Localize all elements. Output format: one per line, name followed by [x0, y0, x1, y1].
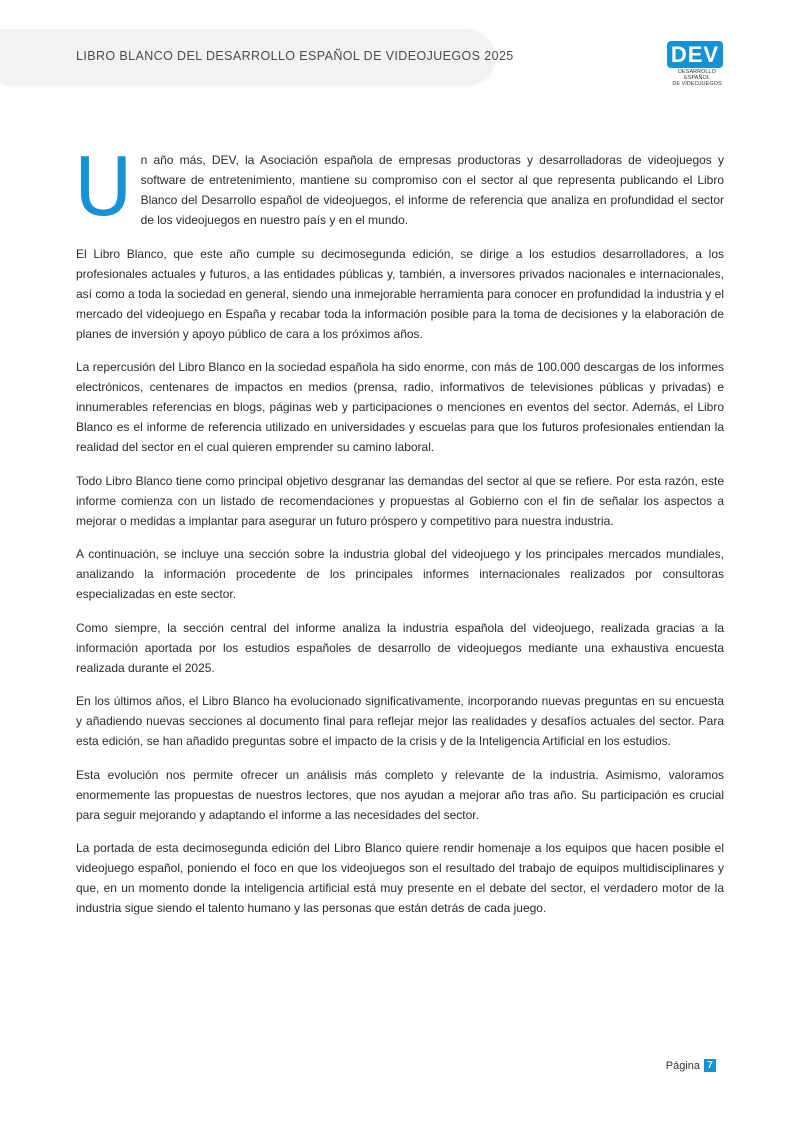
document-title: LIBRO BLANCO DEL DESARROLLO ESPAÑOL DE VIDEOJUEGOS 2025 — [76, 49, 514, 63]
page-number: 7 — [704, 1059, 716, 1072]
main-content — [74, 141, 724, 932]
page-footer — [666, 1059, 716, 1072]
paragraph: La portada de esta decimosegunda edición del Libro Blanco quiere rendir homenaje a los equipos que hacen posible el videojuego español, poniendo el foco en que los videojuegos son el resultado del trabajo de equipos multidisciplinares y que, en un momento donde la inteligencia artificial está muy presente en el debate del sector, el verdadero motor de la industria sigue siendo el talento humano y las personas que están detrás de cada juego. — [76, 841, 724, 915]
page-label: Página — [665, 1059, 700, 1072]
paragraph-intro: Un año más, DEV, la Asociación española de empresas productoras y desarrolladoras de videojuegos y software de entretenimiento, mantiene su compromiso con el sector al que representa publicando el Libro Blanco del Desarrollo español de videojuegos, el informe de referencia que analiza en profundidad el sector de los videojuegos en nuestro país y en el mundo. — [74, 141, 724, 234]
paragraph: El Libro Blanco, que este año cumple su decimosegunda edición, se dirige a los estudios desarrolladores, a los profesionales actuales y futuros, a las entidades públicas y, también, a inversores privados nacionales e internacionales, así como a toda la sociedad en general, siendo una inmejorable herramienta para conocer en profundidad la industria y el mercado del videojuego en España y recabar toda la información posible para la toma de decisiones y la elaboración de planes de inversión y apoyo público de cara a los próximos años. — [76, 246, 724, 341]
paragraph: La repercusión del Libro Blanco en la sociedad española ha sido enorme, con más de 100.000 descargas de los informes electrónicos, centenares de impactos en medios (prensa, radio, informativos de televisiones públicas y privadas) e innumerables referencias en blogs, páginas web y participaciones o menciones en eventos del sector. Además, el Libro Blanco es el informe de referencia utilizado en universidades y escuelas para que los futuros profesionales entiendan la realidad del sector en el cual quieren emprender su camino laboral. — [76, 360, 724, 454]
paragraph: Todo Libro Blanco tiene como principal objetivo desgranar las demandas del sector al que se refiere. Por esta razón, este informe comienza con un listado de recomendaciones y propuestas al Gobierno con el fin de señalar los aspectos a mejorar o medidas a implantar para asegurar un futuro próspero y competitivo para nuestra industria. — [76, 473, 724, 528]
paragraph: En los últimos años, el Libro Blanco ha evolucionado significativamente, incorporando nuevas preguntas en su encuesta y añadiendo nuevas secciones al documento final para reflejar mejor las realidades y desafíos actuales del sector. Para esta edición, se han añadido preguntas sobre el impacto de la crisis y de la Inteligencia Artificial en los estudios. — [76, 694, 724, 748]
paragraph: Esta evolución nos permite ofrecer un análisis más completo y relevante de la industria. Asimismo, valoramos enormemente las propuestas de nuestros lectores, que nos ayudan a mejorar año tras año. Su participación es crucial para seguir mejorando y adaptando el informe a las necesidades del sector. — [76, 767, 724, 822]
dev-logo — [667, 41, 725, 85]
logo-mark: DEV — [667, 41, 723, 68]
logo-subtitle: DESARROLLO ESPAÑOL DE VIDEOJUEGOS — [672, 69, 722, 87]
paragraph: Como siempre, la sección central del informe analiza la industria española del videojuego, realizada gracias a la información aportada por los estudios españoles de desarrollo de videojuegos mediante una exhaustiva encuesta realizada durante el 2025. — [76, 620, 724, 675]
paragraph: A continuación, se incluye una sección sobre la industria global del videojuego y los principales mercados mundiales, analizando la información procedente de los principales informes internacionales realizados por consultoras especializadas en este sector. — [76, 547, 724, 601]
dropcap: U — [74, 141, 133, 234]
